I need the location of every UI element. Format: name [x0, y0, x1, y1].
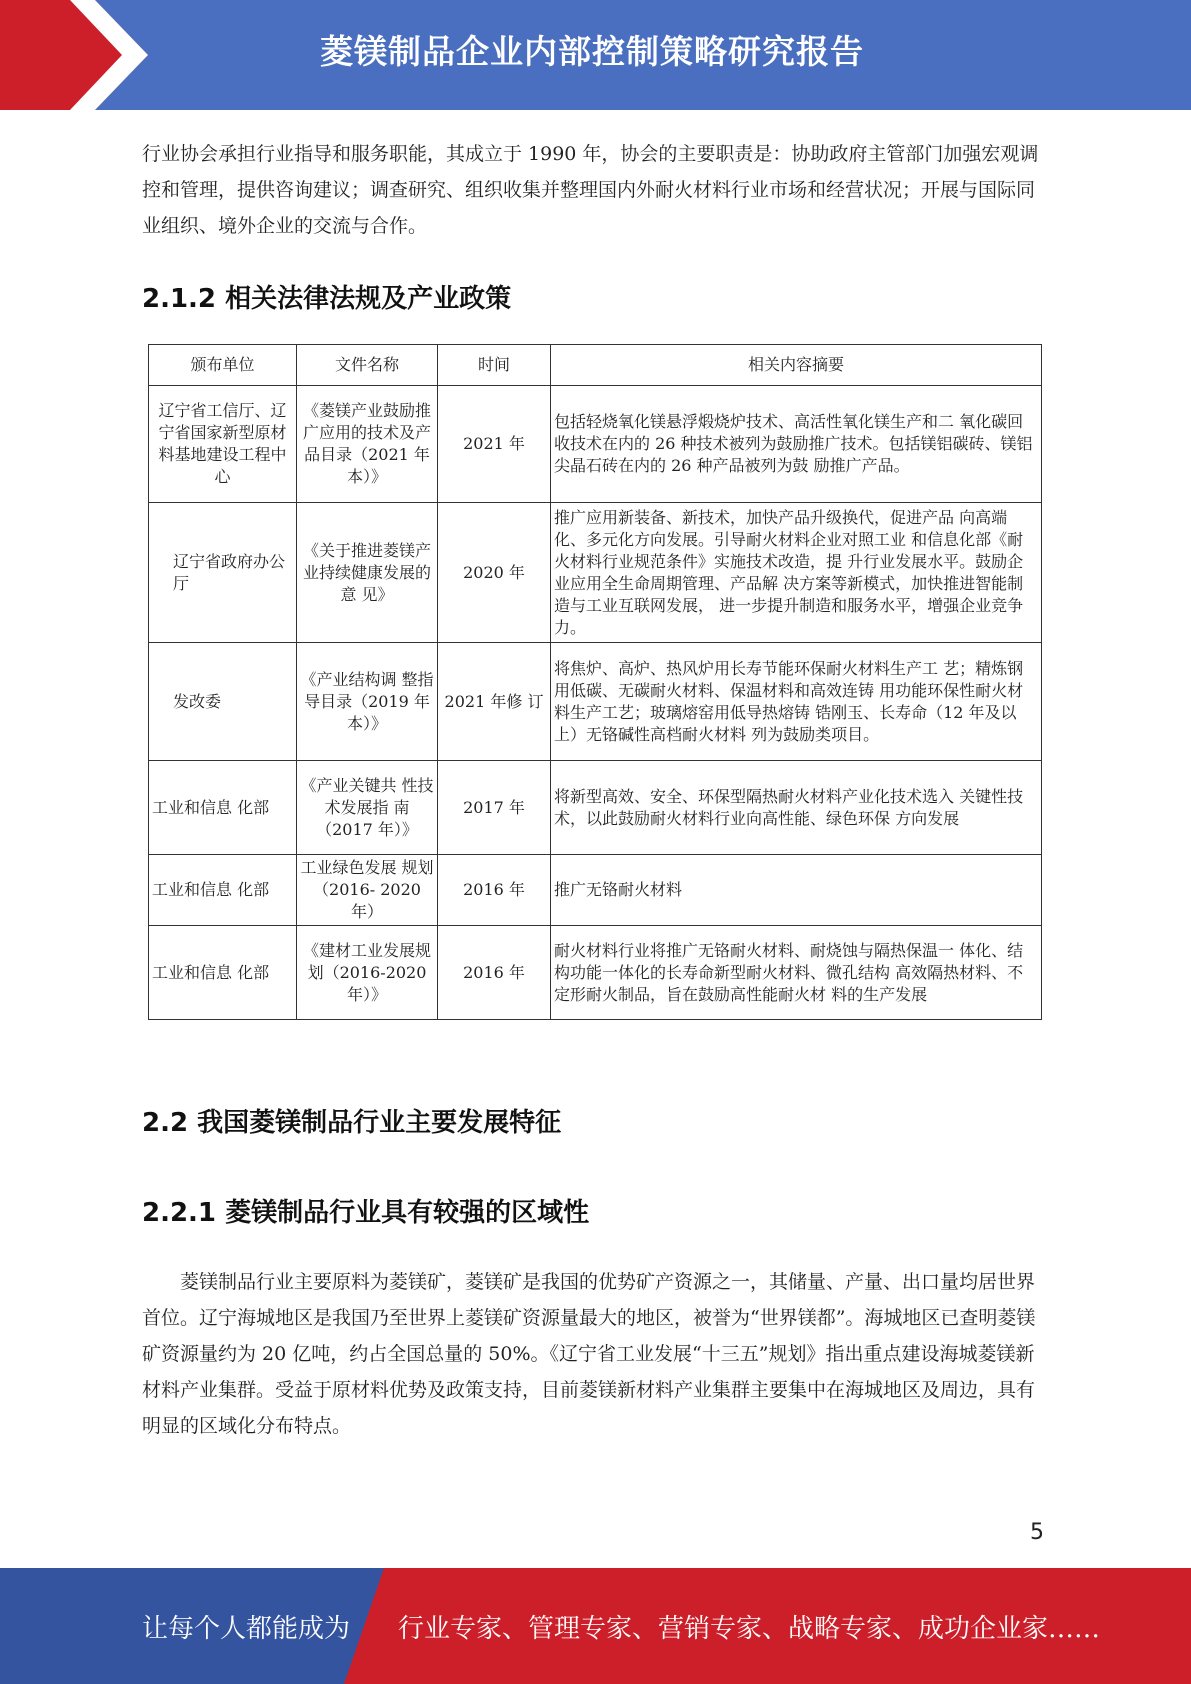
cell-unit: 辽宁省工信厅、辽宁省国家新型原材料基地建设工程中心	[149, 386, 297, 503]
cell-time: 2016 年	[438, 855, 551, 926]
footer-slogan-right: 行业专家、管理专家、营销专家、战略专家、成功企业家……	[398, 1614, 1101, 1644]
cell-doc: 《产业关键共 性技术发展指 南（2017 年）》	[297, 761, 438, 855]
table-row	[149, 926, 1042, 1020]
cell-doc: 工业绿色发展 规划（2016- 2020 年）	[297, 855, 438, 926]
page-number: 5	[1030, 1520, 1044, 1545]
page-footer	[0, 1568, 1191, 1684]
page-header	[0, 0, 1191, 110]
section-heading-2-1-2: 2.1.2 相关法律法规及产业政策	[142, 284, 512, 314]
table-row	[149, 761, 1042, 855]
cell-time: 2020 年	[438, 503, 551, 643]
cell-doc: 《菱镁产业鼓励推广应用的技术及产品目录（2021 年本）》	[297, 386, 438, 503]
cell-unit: 工业和信息 化部	[149, 926, 297, 1020]
policy-table	[148, 344, 1042, 1020]
section-heading-2-2: 2.2 我国菱镁制品行业主要发展特征	[142, 1108, 562, 1138]
table-row	[149, 855, 1042, 926]
cell-unit: 发改委	[149, 643, 297, 761]
cell-summary: 包括轻烧氧化镁悬浮煅烧炉技术、高活性氧化镁生产和二 氧化碳回收技术在内的 26 种技术被列为鼓励推广技术。包括镁铝碳砖、镁铝尖晶石砖在内的 26 种产品被列为鼓 励推广产品。	[551, 386, 1042, 503]
cell-time: 2021 年	[438, 386, 551, 503]
table-header-row	[149, 345, 1042, 386]
col-header-unit: 颁布单位	[149, 345, 297, 386]
table-row	[149, 503, 1042, 643]
table-row	[149, 643, 1042, 761]
cell-summary: 耐火材料行业将推广无铬耐火材料、耐烧蚀与隔热保温一 体化、结构功能一体化的长寿命新型耐火材料、微孔结构 高效隔热材料、不定形耐火制品，旨在鼓励高性能耐火材 料的生产发展	[551, 926, 1042, 1020]
section-heading-2-2-1: 2.2.1 菱镁制品行业具有较强的区域性	[142, 1198, 590, 1228]
col-header-summary: 相关内容摘要	[551, 345, 1042, 386]
cell-summary: 推广应用新装备、新技术，加快产品升级换代，促进产品 向高端化、多元化方向发展。引导耐火材料企业对照工业 和信息化部《耐火材料行业规范条件》实施技术改造，提 升行业发展水平。鼓励企业应用全生命周期管理、产品解 决方案等新模式，加快推进智能制造与工业互联网发展， 进一步提升制造和服务水平，增强企业竞争力。	[551, 503, 1042, 643]
cell-unit: 辽宁省政府办公厅	[149, 503, 297, 643]
cell-summary: 推广无铬耐火材料	[551, 855, 1042, 926]
cell-summary: 将焦炉、高炉、热风炉用长寿节能环保耐火材料生产工 艺；精炼钢用低碳、无碳耐火材料、保温材料和高效连铸 用功能环保性耐火材料生产工艺；玻璃熔窑用低导热熔铸 锆刚玉、长寿命（12 年及以上）无铬碱性高档耐火材料 列为鼓励类项目。	[551, 643, 1042, 761]
table-row	[149, 386, 1042, 503]
cell-summary: 将新型高效、安全、环保型隔热耐火材料产业化技术选入 关键性技术，以此鼓励耐火材料行业向高性能、绿色环保 方向发展	[551, 761, 1042, 855]
cell-time: 2016 年	[438, 926, 551, 1020]
report-title: 菱镁制品企业内部控制策略研究报告	[320, 32, 864, 71]
cell-unit: 工业和信息 化部	[149, 855, 297, 926]
footer-slogan-left: 让每个人都能成为	[142, 1614, 351, 1644]
cell-time: 2021 年修 订	[438, 643, 551, 761]
cell-doc: 《关于推进菱镁产业持续健康发展的意 见》	[297, 503, 438, 643]
col-header-time: 时间	[438, 345, 551, 386]
cell-doc: 《建材工业发展规划（2016-2020 年）》	[297, 926, 438, 1020]
body-paragraph: 菱镁制品行业主要原料为菱镁矿，菱镁矿是我国的优势矿产资源之一，其储量、产量、出口量均居世界首位。辽宁海城地区是我国乃至世界上菱镁矿资源量最大的地区，被誉为“世界镁都”。海城地区已查明菱镁矿资源量约为 20 亿吨，约占全国总量的 50%。《辽宁省工业发展“十三五”规划》指出重点建设海城菱镁新材料产业集群。受益于原材料优势及政策支持，目前菱镁新材料产业集群主要集中在海城地区及周边，具有明显的区域化分布特点。	[142, 1271, 1036, 1437]
cell-unit: 工业和信息 化部	[149, 761, 297, 855]
cell-doc: 《产业结构调 整指导目录（2019 年本）》	[297, 643, 438, 761]
intro-paragraph: 行业协会承担行业指导和服务职能，其成立于 1990 年，协会的主要职责是：协助政府主管部门加强宏观调控和管理，提供咨询建议；调查研究、组织收集并整理国内外耐火材料行业市场和经营状况；开展与国际同业组织、境外企业的交流与合作。	[142, 143, 1039, 237]
header-red-chevron	[0, 0, 160, 110]
col-header-doc: 文件名称	[297, 345, 438, 386]
cell-time: 2017 年	[438, 761, 551, 855]
